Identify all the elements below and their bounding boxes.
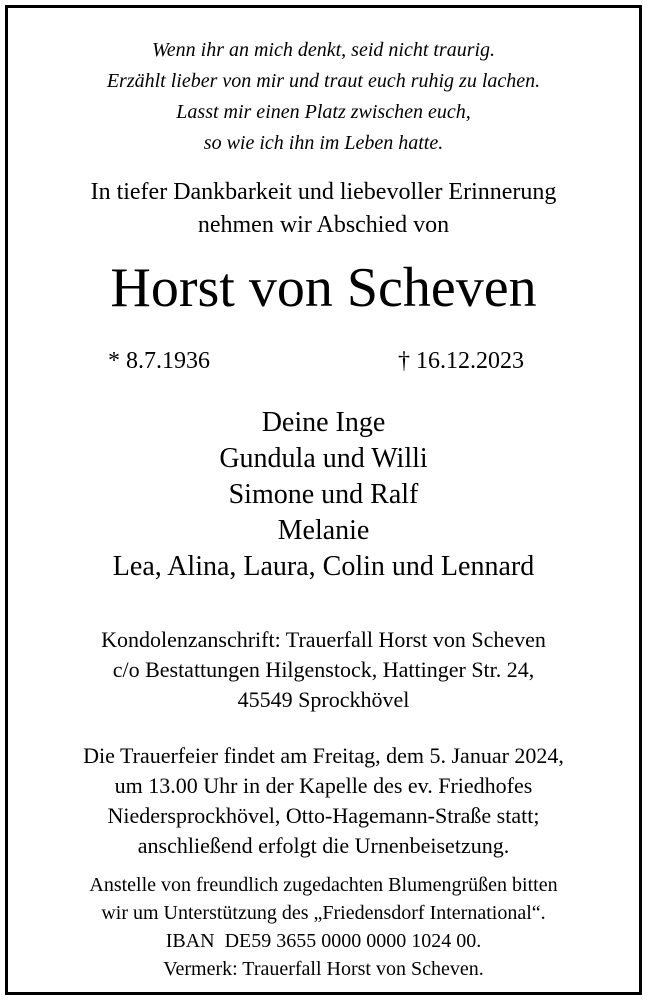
mourning-family [8, 405, 639, 585]
memorial-poem [8, 35, 639, 159]
family-line: Simone und Ralf [228, 479, 419, 510]
address-line: Kondolenzanschrift: Trauerfall Horst von Scheven [101, 627, 546, 652]
poem-line: Lasst mir einen Platz zwischen euch, [176, 101, 471, 123]
ceremony-line: Niedersprockhövel, Otto-Hagemann-Straße statt; [107, 803, 540, 828]
poem-line: so wie ich ihn im Leben hatte. [203, 132, 444, 154]
address-line: c/o Bestattungen Hilgenstock, Hattinger Str. 24, [112, 657, 535, 682]
condolence-address [8, 625, 639, 715]
ceremony-line: anschließend erfolgt die Urnenbeisetzung. [137, 833, 510, 858]
ceremony-line: Die Trauerfeier findet am Freitag, dem 5. Januar 2024, [83, 743, 564, 768]
funeral-ceremony-info [8, 741, 639, 861]
address-line: 45549 Sprockhövel [237, 687, 410, 712]
family-line: Lea, Alina, Laura, Colin und Lennard [112, 551, 535, 582]
poem-line: Wenn ihr an mich denkt, seid nicht traurig. [151, 39, 496, 61]
family-line: Melanie [277, 515, 370, 546]
donation-iban: IBAN DE59 3655 0000 0000 1024 00. [165, 930, 482, 952]
poem-line: Erzählt lieber von mir und traut euch ruhig zu lachen. [106, 70, 541, 92]
obituary-notice [5, 5, 642, 995]
donation-request [8, 871, 639, 983]
death-date: † 16.12.2023 [398, 348, 524, 374]
donation-line: Vermerk: Trauerfall Horst von Scheven. [163, 958, 484, 980]
intro-line: nehmen wir Abschied von [197, 212, 450, 238]
deceased-name: Horst von Scheven [110, 257, 537, 319]
donation-line: wir um Unterstützung des „Friedensdorf International“. [101, 902, 546, 924]
ceremony-line: um 13.00 Uhr in der Kapelle des ev. Friedhofes [114, 773, 533, 798]
family-line: Deine Inge [261, 407, 386, 438]
intro-line: In tiefer Dankbarkeit und liebevoller Erinnerung [90, 179, 557, 205]
family-line: Gundula und Willi [219, 443, 428, 474]
farewell-intro [8, 176, 639, 242]
donation-line: Anstelle von freundlich zugedachten Blumengrüßen bitten [89, 874, 558, 896]
birth-date: * 8.7.1936 [108, 348, 210, 374]
